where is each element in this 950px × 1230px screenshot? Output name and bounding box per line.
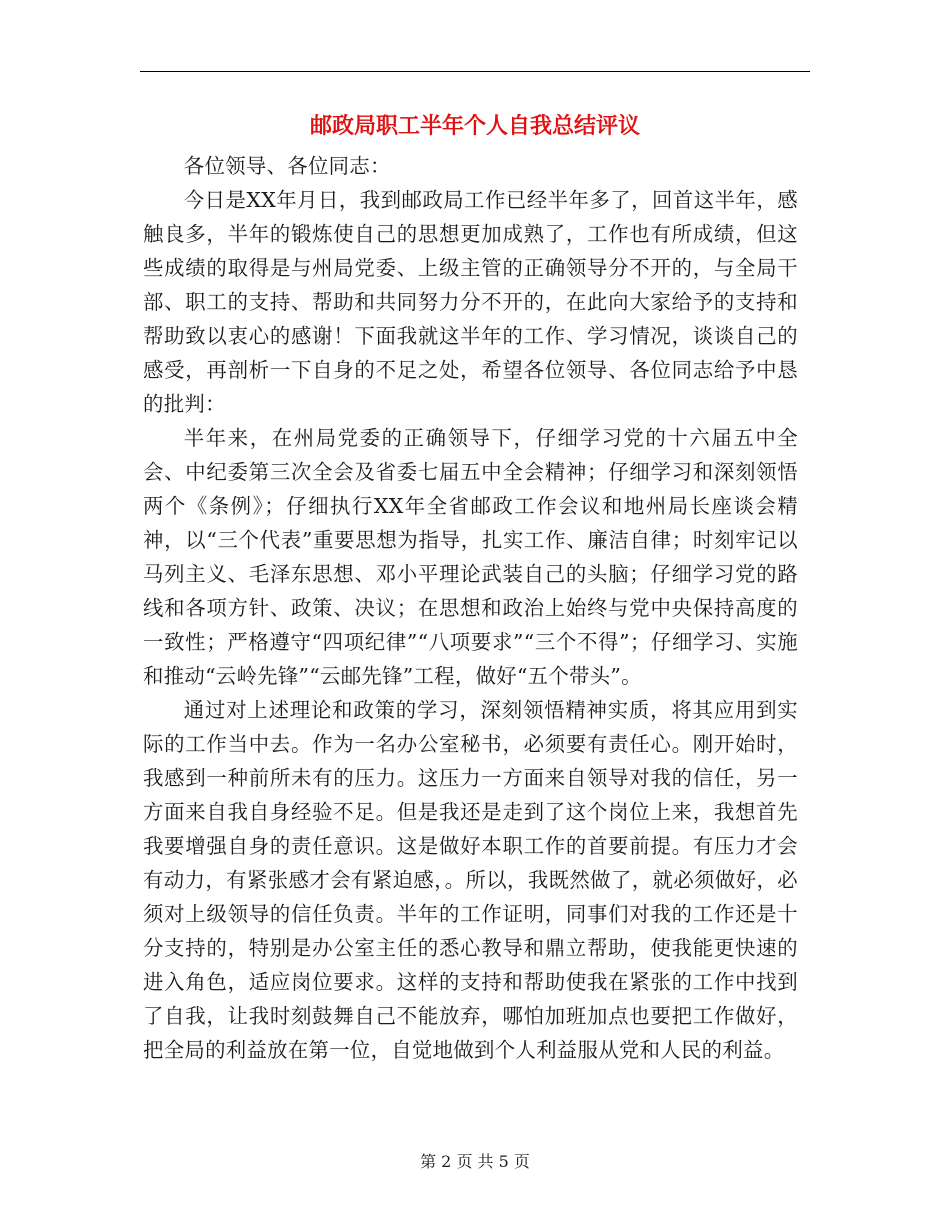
- document-title: 邮政局职工半年个人自我总结评议: [309, 113, 640, 139]
- work-paragraph: 通过对上述理论和政策的学习，深刻领悟精神实质，将其应用到实际的工作当中去。作为一名办公室秘书，必须要有责任心。刚开始时，我感到一种前所未有的压力。这压力一方面来自领导对我的信任，另一方面来自我自身经验不足。但是我还是走到了这个岗位上来，我想首先我要增强自身的责任意识。这是做好本职工作的首要前提。有压力才会有动力，有紧张感才会有紧迫感，。所以，我既然做了，就必须做好，必须对上级领导的信任负责。半年的工作证明，同事们对我的工作还是十分支持的，特别是办公室主任的悉心教导和鼎立帮助，使我能更快速的进入角色，适应岗位要求。这样的支持和帮助使我在紧张的工作中找到了自我，让我时刻鼓舞自己不能放弃，哪怕加班加点也要把工作做好，把全局的利益放在第一位，自觉地做到个人利益服从党和人民的利益。: [143, 698, 798, 1062]
- header-rule: [140, 71, 810, 72]
- study-paragraph: 半年来，在州局党委的正确领导下，仔细学习党的十六届五中全会、中纪委第三次全会及省委七届五中全会精神；仔细学习和深刻领悟两个《条例》；仔细执行XX年全省邮政工作会议和地州局长座谈会精神，以“三个代表”重要思想为指导，扎实工作、廉洁自律；时刻牢记以马列主义、毛泽东思想、邓小平理论武装自己的头脑；仔细学习党的路线和各项方针、政策、决议；在思想和政治上始终与党中央保持高度的一致性；严格遵守“四项纪律”“八项要求”“三个不得”；仔细学习、实施和推动“云岭先锋”“云邮先锋”工程，做好“五个带头”。: [143, 426, 798, 688]
- page-number: 第 2 页 共 5 页: [420, 1152, 530, 1171]
- document-body: [143, 149, 798, 1067]
- intro-paragraph: 今日是XX年月日，我到邮政局工作已经半年多了，回首这半年，感触良多，半年的锻炼使自己的思想更加成熟了，工作也有所成绩，但这些成绩的取得是与州局党委、上级主管的正确领导分不开的，与全局干部、职工的支持、帮助和共同努力分不开的，在此向大家给予的支持和帮助致以衷心的感谢！下面我就这半年的工作、学习情况，谈谈自己的感受，再剖析一下自身的不足之处，希望各位领导、各位同志给予中恳的批判：: [143, 188, 798, 416]
- salutation-paragraph: 各位领导、各位同志：: [183, 154, 391, 178]
